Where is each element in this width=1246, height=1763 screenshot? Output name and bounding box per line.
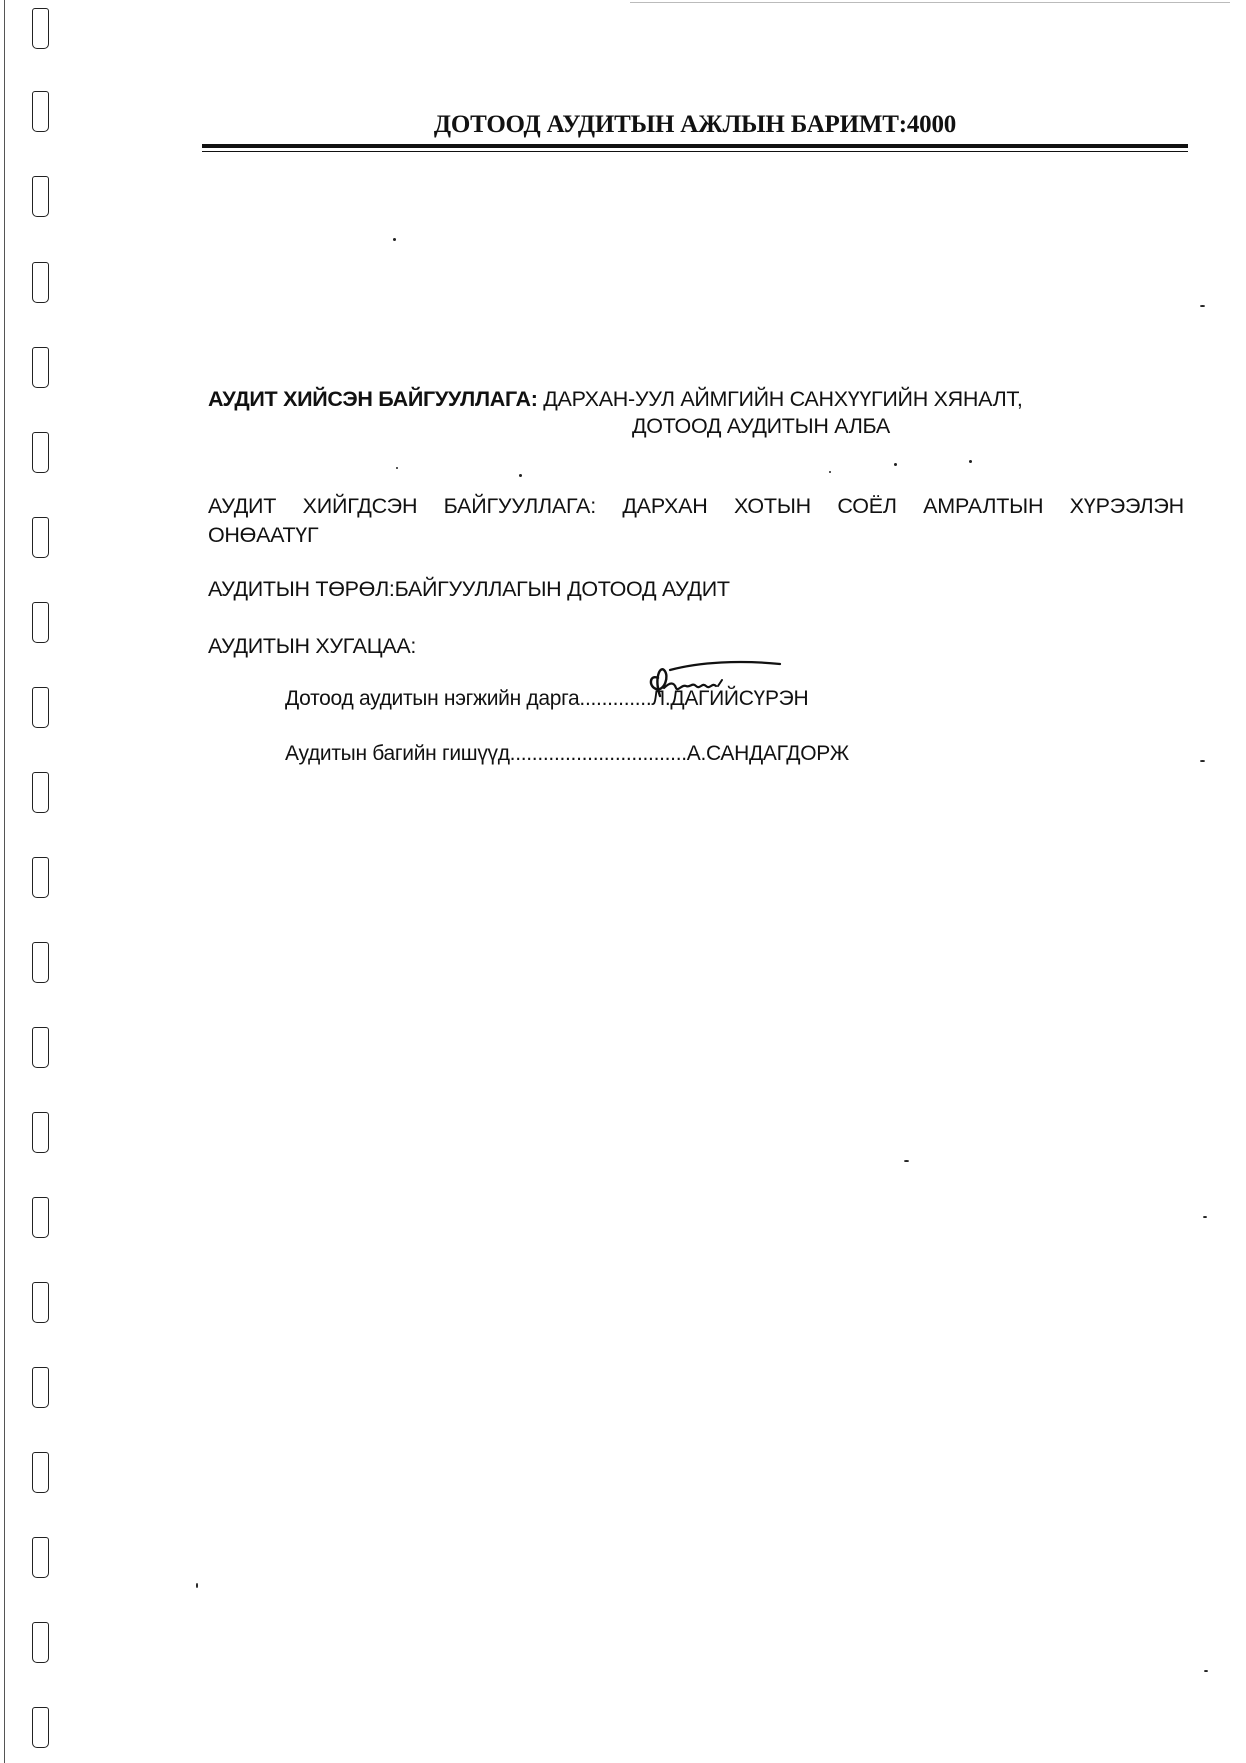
scan-speck xyxy=(829,471,831,473)
signatory-dots: ................................ xyxy=(509,742,687,765)
scan-speck xyxy=(969,460,972,463)
page-title: ДОТООД АУДИТЫН АЖЛЫН БАРИМТ:4000 xyxy=(433,111,957,138)
binder-margin xyxy=(0,0,60,1763)
binder-ring xyxy=(32,91,49,132)
scan-speck xyxy=(904,1160,909,1162)
scan-top-edge xyxy=(630,2,1230,3)
scan-speck xyxy=(393,238,396,241)
signatory-name: А.САНДАГДОРЖ xyxy=(686,742,849,765)
binder-ring xyxy=(32,1367,49,1408)
scan-speck xyxy=(1200,305,1205,307)
binder-ring xyxy=(32,772,49,813)
binder-ring xyxy=(32,432,49,473)
scan-speck xyxy=(396,467,398,469)
handwritten-signature xyxy=(640,656,790,706)
binder-ring xyxy=(32,1282,49,1323)
signatory-name: Л.ДАГИЙСҮРЭН xyxy=(651,687,809,710)
binder-ring xyxy=(32,1112,49,1153)
signatory-role: Дотоод аудитын нэгжийн дарга... xyxy=(285,687,597,710)
signatory-row xyxy=(285,742,849,766)
signatory-dots: .......... xyxy=(596,687,652,710)
binder-ring xyxy=(32,262,49,303)
scan-speck xyxy=(894,463,897,466)
binder-ring xyxy=(32,1452,49,1493)
audit-type: АУДИТЫН ТӨРӨЛ:БАЙГУУЛЛАГЫН ДОТООД АУДИТ xyxy=(208,577,730,601)
auditor-org-value: ДАРХАН-УУЛ АЙМГИЙН САНХҮҮГИЙН ХЯНАЛТ, xyxy=(543,387,1023,411)
margin-line xyxy=(4,0,5,1763)
scan-speck xyxy=(1203,1216,1207,1218)
binder-ring xyxy=(32,687,49,728)
binder-ring xyxy=(32,1537,49,1578)
binder-ring xyxy=(32,602,49,643)
binder-ring xyxy=(32,1027,49,1068)
auditor-org-value-cont: ДОТООД АУДИТЫН АЛБА xyxy=(632,414,890,438)
binder-ring xyxy=(32,1197,49,1238)
binder-ring xyxy=(32,8,49,49)
audited-org-line: АУДИТ ХИЙГДСЭН БАЙГУУЛЛАГА: ДАРХАН ХОТЫН СОЁЛ АМРАЛТЫН ХҮРЭЭЛЭН xyxy=(208,494,1184,518)
binder-ring xyxy=(32,176,49,217)
scan-speck xyxy=(196,1583,198,1588)
audit-period: АУДИТЫН ХУГАЦАА: xyxy=(208,634,417,658)
audited-org-line-cont: ОНӨААТҮГ xyxy=(208,523,319,547)
binder-ring xyxy=(32,1707,49,1748)
binder-ring xyxy=(32,942,49,983)
binder-ring xyxy=(32,517,49,558)
scan-speck xyxy=(1204,1670,1208,1672)
title-rule xyxy=(202,144,1188,148)
binder-ring xyxy=(32,347,49,388)
binder-ring xyxy=(32,1622,49,1663)
auditor-org-line xyxy=(208,387,1023,412)
signatory-role: Аудитын багийн гишүүд xyxy=(285,742,510,765)
scan-speck xyxy=(1200,760,1205,762)
scan-speck xyxy=(519,474,522,477)
binder-ring xyxy=(32,857,49,898)
auditor-org-label: АУДИТ ХИЙСЭН БАЙГУУЛЛАГА: xyxy=(208,387,538,411)
title-rule-thin xyxy=(202,151,1188,152)
